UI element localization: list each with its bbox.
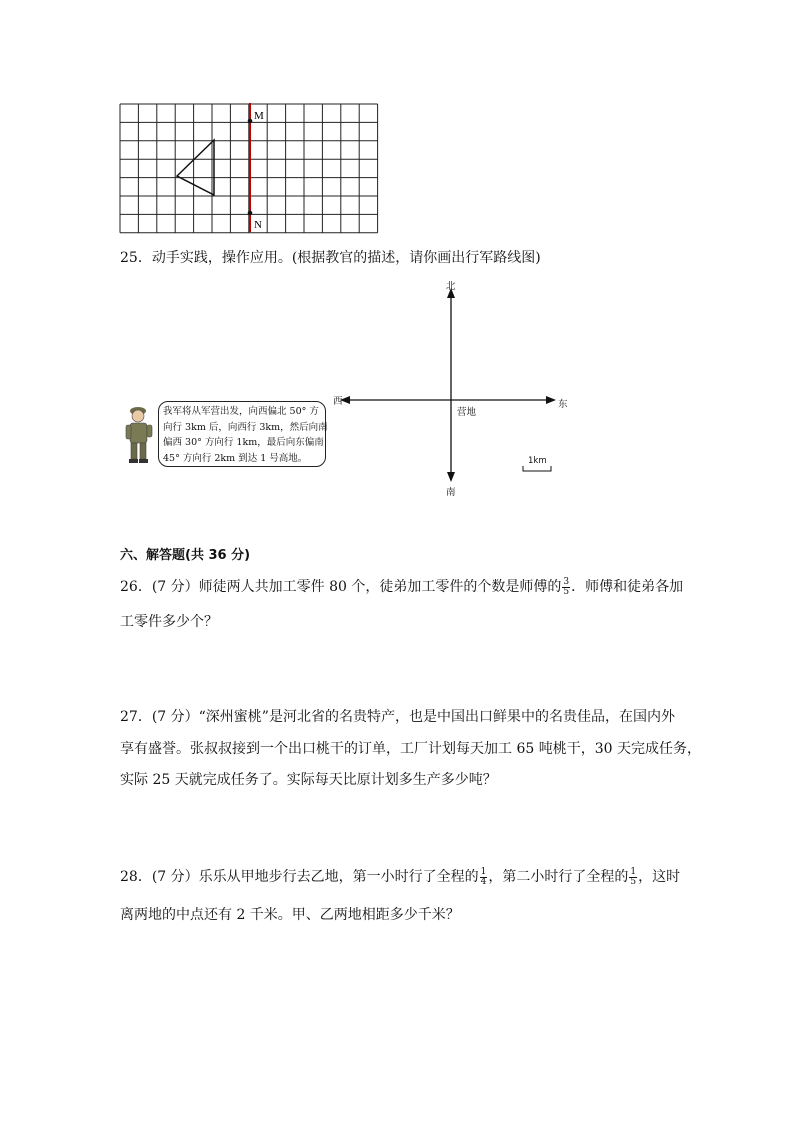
south-label: 南 [446, 487, 456, 498]
q26-text-b: ．师傅和徒弟各加 [571, 579, 684, 595]
triangle-shape [177, 140, 214, 195]
east-arrowhead [546, 396, 556, 404]
bubble-line: 45° 方向行 2km 到达 1 号高地。 [163, 452, 308, 464]
point-n [248, 211, 253, 216]
point-m [248, 119, 253, 124]
bubble-line: 我军将从军营出发，向西偏北 50° 方 [163, 406, 319, 417]
question-26-line-2: 工零件多少个？ [120, 614, 218, 630]
south-arrowhead [447, 472, 455, 482]
scale-bar [523, 466, 551, 471]
q28-text-c: ，这时 [638, 869, 681, 885]
north-label: 北 [446, 281, 456, 292]
question-27-line-2: 享有盛誉。张叔叔接到一个出口桃干的订单，工厂计划每天加工 65 吨桃干，30 天完成任务， [120, 741, 701, 757]
bubble-line: 偏西 30° 方向行 1km，最后向东偏南 [163, 437, 324, 448]
instructor-speech-bubble [158, 401, 326, 467]
soldier-illustration [122, 402, 156, 466]
question-27-line-3: 实际 25 天就完成任务了。实际每天比原计划多生产多少吨？ [120, 772, 497, 788]
question-26-line-1 [120, 576, 683, 597]
west-label: 西 [333, 396, 343, 407]
label-n: N [254, 219, 262, 231]
fraction-1-5: $\frac{1}{5}$ [630, 866, 637, 887]
question-25-text: 25．动手实践，操作应用。(根据教官的描述，请你画出行军路线图) [120, 250, 541, 266]
camp-label: 营地 [457, 407, 477, 418]
east-label: 东 [558, 399, 568, 410]
compass-diagram [330, 276, 560, 496]
question-28-line-2: 离两地的中点还有 2 千米。甲、乙两地相距多少千米？ [120, 907, 460, 923]
q28-text-b: ，第二小时行了全程的 [488, 869, 629, 885]
section-title: 六、解答题(共 36 分) [120, 548, 251, 563]
fraction-3-5: $\frac{3}{5}$ [563, 576, 570, 597]
question-28-line-1 [120, 866, 680, 887]
scale-label: 1km [528, 456, 547, 466]
q26-text-a: 26．(7 分）师徒两人共加工零件 80 个，徒弟加工零件的个数是师傅的 [120, 579, 562, 595]
question-27-line-1: 27．(7 分）“深州蜜桃”是河北省的名贵特产，也是中国出口鲜果中的名贵佳品，在国内外 [120, 709, 675, 725]
bubble-line: 向行 3km 后，向西行 3km，然后向南 [163, 421, 328, 433]
fraction-1-4: $\frac{1}{4}$ [480, 866, 487, 887]
q28-text-a: 28．(7 分）乐乐从甲地步行去乙地，第一小时行了全程的 [120, 869, 479, 885]
label-m: M [254, 110, 264, 122]
grid-figure [118, 103, 383, 235]
